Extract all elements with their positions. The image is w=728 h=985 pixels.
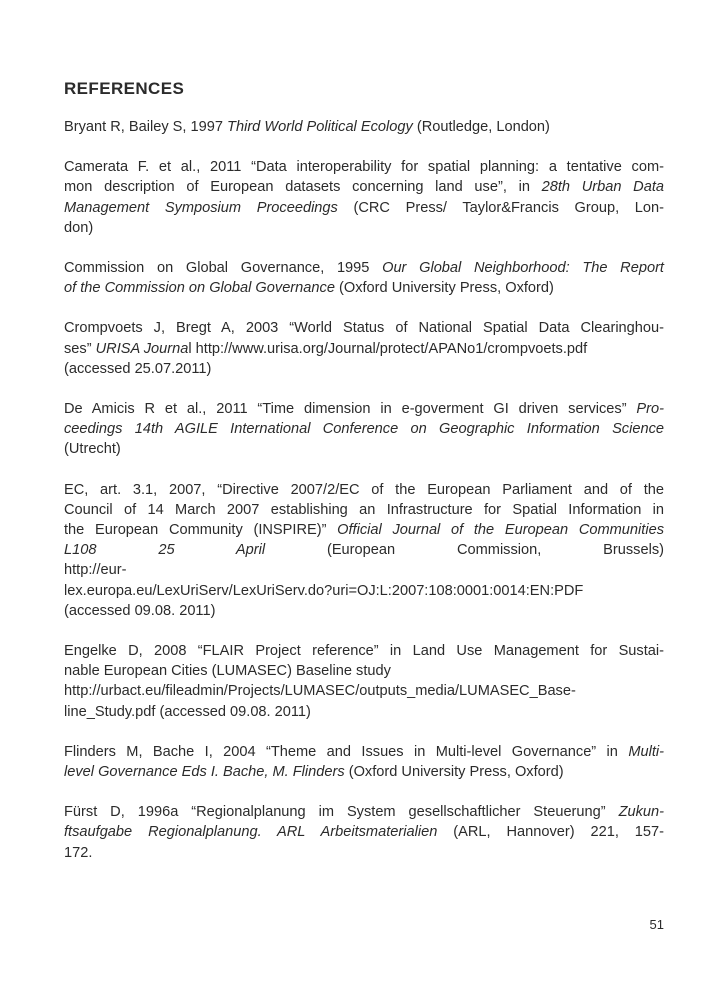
- reference-line: [64, 702, 664, 722]
- reference-text: (CRC Press/ Taylor&Francis Group, Lon-: [337, 199, 664, 216]
- reference-entry: [64, 641, 664, 722]
- reference-title: Multi-: [628, 743, 664, 760]
- reference-text: Fürst D, 1996a “Regionalplanung im System gesellschaftlicher Steuerung”: [64, 804, 619, 821]
- section-heading: REFERENCES: [64, 79, 185, 98]
- reference-line: [64, 540, 664, 560]
- reference-text: (accessed 25.07.2011): [64, 360, 212, 377]
- reference-text: lex.europa.eu/LexUriServ/LexUriServ.do?uri=OJ:L:2007:108:0001:0014:EN:PDF: [64, 582, 584, 599]
- reference-text: (Oxford University Press, Oxford): [334, 280, 554, 297]
- reference-text: the European Community (INSPIRE)”: [64, 522, 338, 539]
- reference-line: [64, 198, 664, 218]
- reference-line: [64, 339, 664, 359]
- reference-text: line_Study.pdf (accessed 09.08. 2011): [64, 703, 311, 720]
- reference-text: don): [64, 219, 94, 236]
- reference-text: De Amicis R et al., 2011 “Time dimension in e-goverment GI driven services”: [64, 401, 637, 418]
- reference-text: (European Commission, Brussels): [265, 542, 664, 559]
- reference-text: nable European Cities (LUMASEC) Baseline study: [64, 663, 391, 680]
- reference-text: mon description of European datasets concerning land use”, in: [64, 179, 542, 196]
- reference-text: (Utrecht): [64, 441, 121, 458]
- reference-line: [64, 601, 664, 621]
- reference-line: [64, 681, 664, 701]
- reference-title: ceedings 14th AGILE International Conference on Geographic Information Science: [64, 421, 664, 438]
- reference-text: (ARL, Hannover) 221, 157-: [437, 824, 665, 841]
- reference-line: [64, 218, 664, 238]
- reference-line: [64, 500, 664, 520]
- reference-entry: [64, 399, 664, 460]
- reference-line: [64, 822, 664, 842]
- reference-entry: [64, 258, 664, 298]
- reference-text: 172.: [64, 844, 93, 861]
- reference-entry: [64, 802, 664, 863]
- reference-title: Pro-: [636, 401, 664, 418]
- reference-title: level Governance Eds I. Bache, M. Flinders: [64, 764, 345, 781]
- reference-text: (Routledge, London): [412, 119, 550, 135]
- reference-line: [64, 117, 664, 137]
- reference-line: [64, 661, 664, 681]
- reference-line: [64, 359, 664, 379]
- reference-line: [64, 560, 664, 580]
- reference-text: l http://www.urisa.org/Journal/protect/APANo1/crompvoets.pdf: [188, 340, 588, 357]
- reference-text: Crompvoets J, Bregt A, 2003 “World Status of National Spatial Data Clearinghou-: [64, 320, 664, 337]
- reference-entry: [64, 318, 664, 379]
- reference-title: Our Global Neighborhood: The Report: [382, 260, 664, 277]
- reference-line: [64, 641, 664, 661]
- reference-text: http://eur-: [64, 562, 127, 579]
- reference-title: URISA Journa: [95, 340, 189, 357]
- reference-title: ftsaufgabe Regionalplanung. ARL Arbeitsmaterialien: [64, 824, 438, 841]
- reference-text: Flinders M, Bache I, 2004 “Theme and Issues in Multi-level Governance” in: [64, 743, 629, 760]
- reference-line: [64, 177, 664, 197]
- reference-text: Commission on Global Governance, 1995: [64, 260, 383, 277]
- reference-title: 28th Urban Data: [541, 179, 665, 196]
- reference-line: [64, 843, 664, 863]
- reference-line: [64, 258, 664, 278]
- reference-line: [64, 742, 664, 762]
- reference-line: [64, 318, 664, 338]
- reference-title: Third World Political Ecology: [227, 119, 413, 135]
- reference-text: (accessed 09.08. 2011): [64, 602, 216, 619]
- reference-title: of the Commission on Global Governance: [64, 280, 335, 297]
- reference-list: [64, 117, 664, 863]
- reference-title: Zukun-: [618, 804, 664, 821]
- reference-text: EC, art. 3.1, 2007, “Directive 2007/2/EC of the European Parliament and of the: [64, 481, 664, 498]
- reference-text: Council of 14 March 2007 establishing an Infrastructure for Spatial Information in: [64, 501, 664, 518]
- reference-entry: [64, 480, 664, 621]
- page-number: 51: [649, 917, 664, 932]
- reference-text: Engelke D, 2008 “FLAIR Project reference” in Land Use Management for Sustai-: [64, 643, 664, 660]
- references-page: [64, 78, 664, 883]
- reference-entry: [64, 157, 664, 238]
- reference-line: [64, 439, 664, 459]
- reference-line: [64, 581, 664, 601]
- reference-title: Official Journal of the European Communities: [337, 522, 664, 539]
- reference-text: (Oxford University Press, Oxford): [344, 764, 564, 781]
- reference-text: Camerata F. et al., 2011 “Data interoperability for spatial planning: a tentative com-: [64, 159, 664, 176]
- reference-line: [64, 480, 664, 500]
- reference-line: [64, 419, 664, 439]
- reference-entry: [64, 117, 664, 137]
- reference-title: Management Symposium Proceedings: [64, 199, 338, 216]
- reference-line: [64, 157, 664, 177]
- reference-text: http://urbact.eu/fileadmin/Projects/LUMASEC/outputs_media/LUMASEC_Base-: [64, 683, 576, 700]
- reference-line: [64, 399, 664, 419]
- reference-line: [64, 520, 664, 540]
- reference-line: [64, 762, 664, 782]
- reference-line: [64, 802, 664, 822]
- reference-title: L108 25 April: [64, 542, 266, 559]
- reference-text: ses”: [64, 340, 96, 357]
- reference-entry: [64, 742, 664, 782]
- reference-text: Bryant R, Bailey S, 1997: [64, 119, 228, 135]
- reference-line: [64, 278, 664, 298]
